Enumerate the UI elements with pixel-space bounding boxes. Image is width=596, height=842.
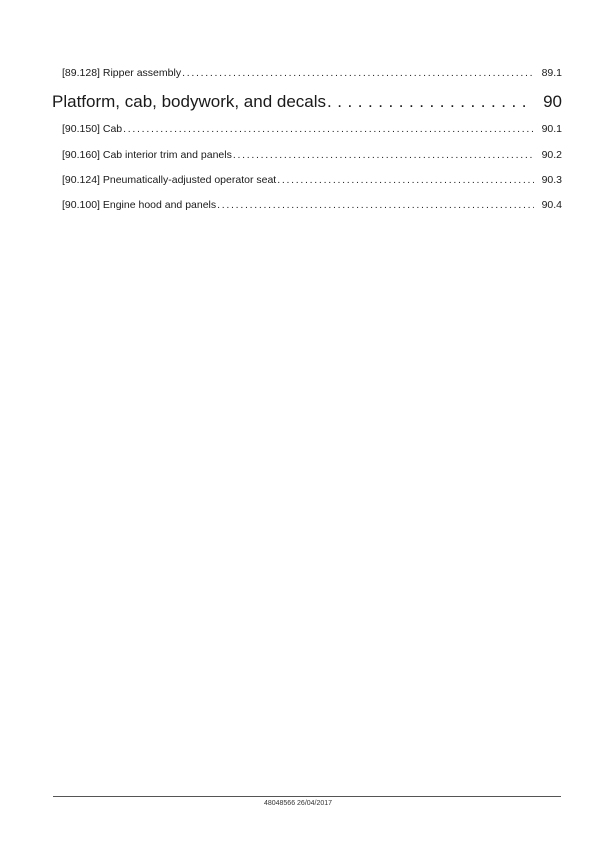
toc-section-page: 90 (543, 92, 562, 111)
toc-entry-title: [90.160] Cab interior trim and panels (62, 149, 232, 161)
toc-entry-ripper-assembly[interactable] (62, 66, 562, 80)
toc-dot-leader (182, 66, 533, 80)
toc-section-title: Platform, cab, bodywork, and decals (52, 92, 327, 111)
toc-dot-leader (233, 148, 534, 162)
toc-entry-title: [89.128] Ripper assembly (62, 67, 182, 79)
toc-entry-cab-interior-trim[interactable] (62, 148, 562, 162)
toc-entry-engine-hood[interactable] (62, 198, 562, 212)
footer-divider (53, 796, 561, 797)
toc-dot-leader (277, 173, 533, 187)
toc-entry-page: 90.3 (541, 174, 562, 186)
toc-entry-title: [90.100] Engine hood and panels (62, 199, 217, 211)
toc-dot-leader (327, 91, 531, 113)
toc-entry-title: [90.150] Cab (62, 123, 123, 135)
toc-dot-leader (217, 198, 533, 212)
toc-entry-title: [90.124] Pneumatically-adjusted operator seat (62, 174, 277, 186)
footer-document-id: 48048566 26/04/2017 (263, 800, 333, 807)
toc-entry-page: 90.4 (541, 199, 562, 211)
toc-entry-page: 89.1 (541, 67, 562, 79)
toc-entry-cab[interactable] (62, 122, 562, 136)
toc-entry-page: 90.1 (541, 123, 562, 135)
toc-entry-page: 90.2 (541, 149, 562, 161)
toc-dot-leader (123, 122, 533, 136)
toc-section-platform-cab[interactable] (52, 91, 562, 113)
toc-entry-operator-seat[interactable] (62, 173, 562, 187)
